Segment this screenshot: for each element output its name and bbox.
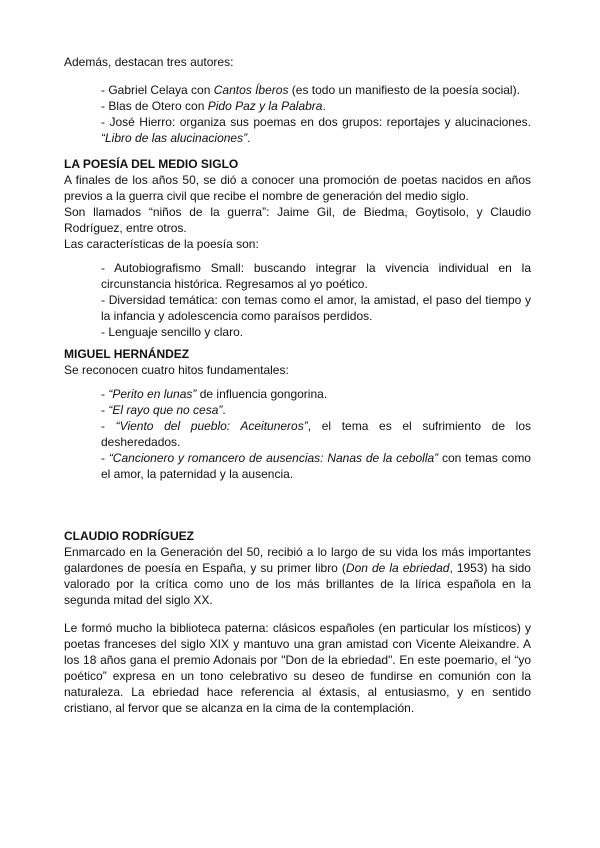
characteristics-list	[101, 260, 531, 340]
medio-siglo-paragraph: A finales de los años 50, se dió a conocer una promoción de poetas nacidos en años previos a la guerra civil que recibe el nombre de generación del medio siglo.	[64, 173, 531, 203]
list-item: - Gabriel Celaya con Cantos Íberos (es todo un manifiesto de la poesía social).	[101, 83, 520, 97]
list-item: - “El rayo que no cesa”.	[101, 403, 226, 417]
rodriguez-paragraph: Le formó mucho la biblioteca paterna: clásicos españoles (en particular los místicos) y poetas franceses del siglo XIX y mantuvo una gran amistad con Vicente Aleixandre. A los 18 años gana el premio Adonais por "Don de la ebriedad". En este poemario, el “yo poético” expresa en un tono celebrativo su deseo de fundirse en comunión con la naturaleza. La ebriedad hace referencia al éxtasis, al entusiasmo, y en sentido cristiano, al fervor que se alcanza en la cima de la contemplación.	[64, 621, 531, 715]
list-item: - Diversidad temática: con temas como el amor, la amistad, el paso del tiempo y la infancia y adolescencia como paraísos perdidos.	[101, 293, 531, 323]
intro-paragraph: Además, destacan tres autores:	[64, 55, 234, 69]
medio-siglo-paragraph: Las características de la poesía son:	[64, 237, 259, 251]
hitos-list	[101, 386, 531, 482]
list-item: - “Viento del pueblo: Aceituneros”, el tema es el sufrimiento de los desheredados.	[101, 419, 532, 449]
list-item: - “Cancionero y romancero de ausencias: Nanas de la cebolla” con temas como el amor, la paternidad y la ausencia.	[101, 451, 531, 481]
authors-list	[101, 82, 531, 146]
list-item: - “Perito en lunas” de influencia gongorina.	[101, 387, 328, 401]
list-item: - José Hierro: organiza sus poemas en dos grupos: reportajes y alucinaciones. “Libro de las alucinaciones”.	[101, 115, 531, 145]
section-heading-medio-siglo: LA POESÍA DEL MEDIO SIGLO	[64, 157, 239, 171]
hernandez-intro: Se reconocen cuatro hitos fundamentales:	[64, 363, 289, 377]
list-item: - Lenguaje sencillo y claro.	[101, 325, 244, 339]
document-page	[64, 54, 531, 716]
section-heading-rodriguez: CLAUDIO RODRÍGUEZ	[64, 529, 194, 543]
list-item: - Autobiografismo Small: buscando integrar la vivencia individual en la circunstancia histórica. Regresamos al yo poético.	[101, 261, 531, 291]
list-item: - Blas de Otero con Pido Paz y la Palabra.	[101, 99, 326, 113]
medio-siglo-paragraph: Son llamados “niños de la guerra”: Jaime Gil, de Biedma, Goytisolo, y Claudio Rodríguez, entre otros.	[64, 205, 531, 235]
section-heading-hernandez: MIGUEL HERNÁNDEZ	[64, 347, 190, 361]
rodriguez-paragraph: Enmarcado en la Generación del 50, recibió a lo largo de su vida los más importantes galardones de poesía en España, y su primer libro (Don de la ebriedad, 1953) ha sido valorado por la crítica como uno de los más brillantes de la lírica española en la segunda mitad del siglo XX.	[64, 545, 531, 607]
